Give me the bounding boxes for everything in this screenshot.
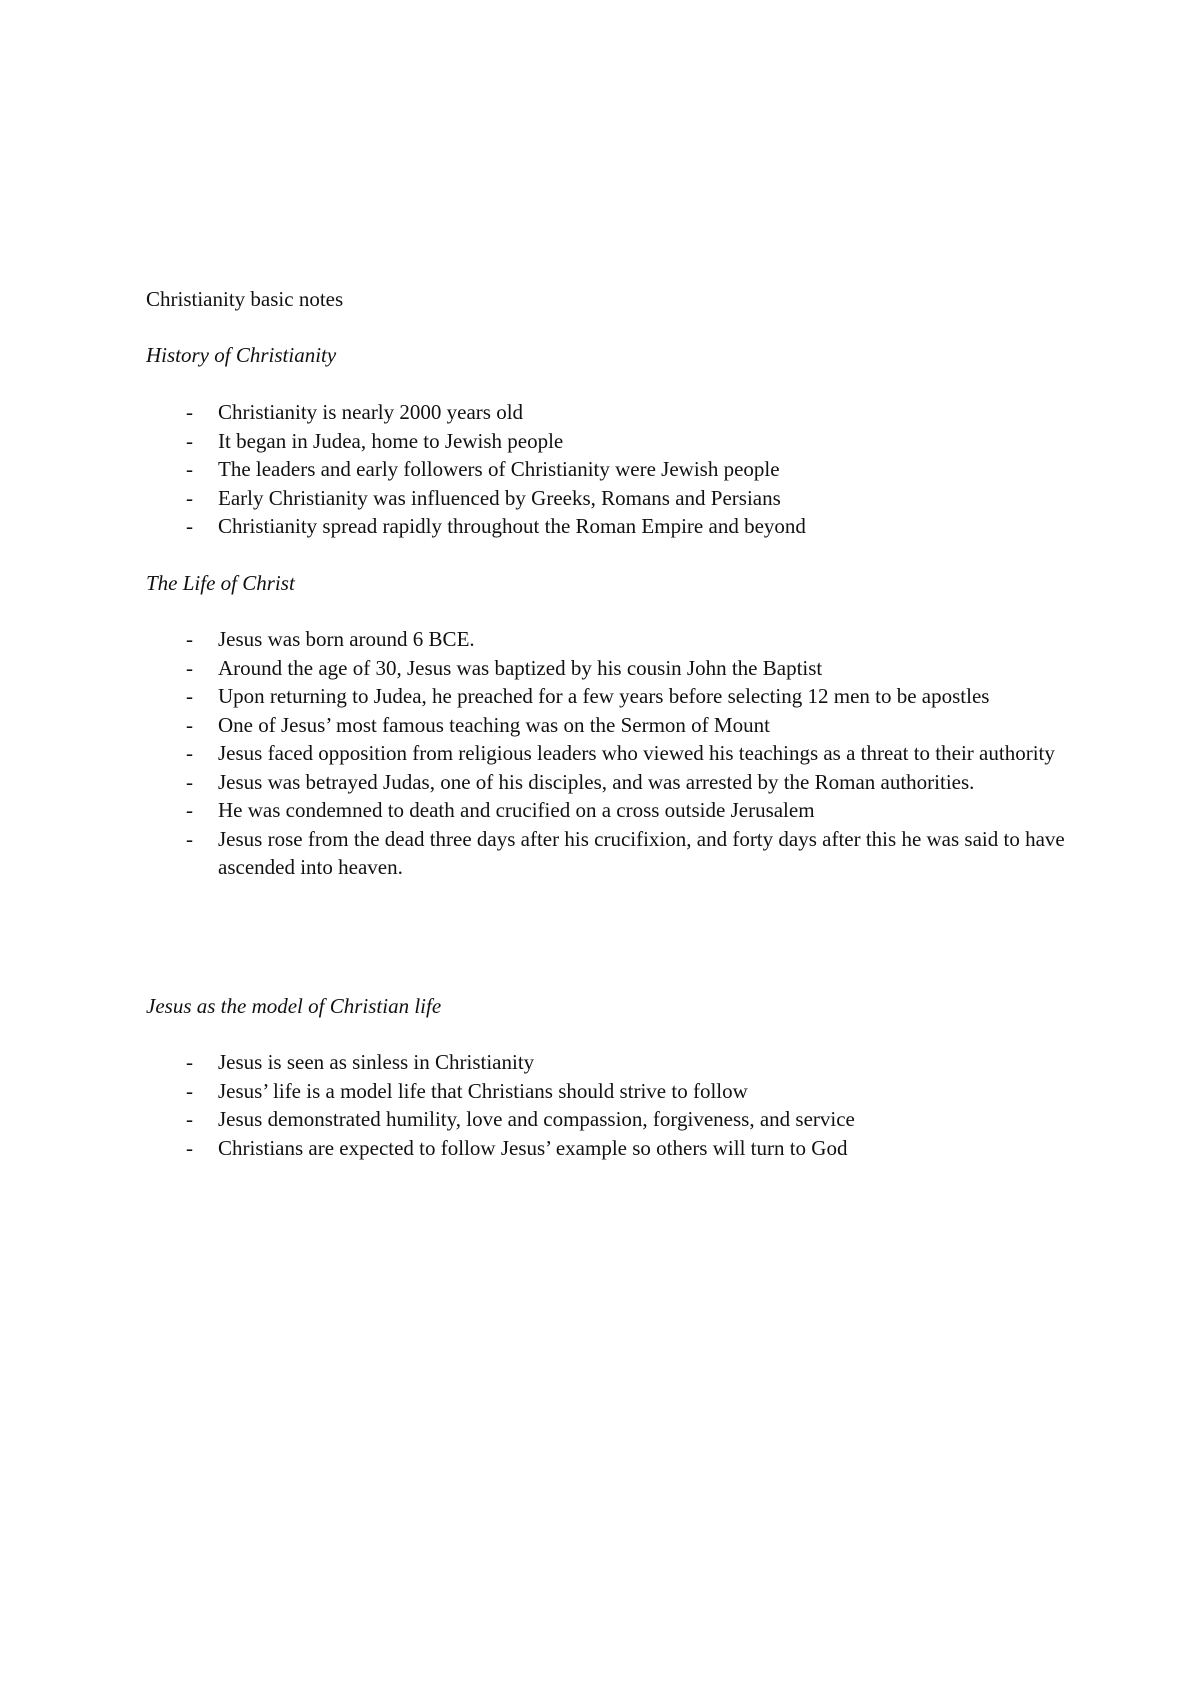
bullet-dash: - [186,769,193,794]
list-item-text: One of Jesus’ most famous teaching was on the Sermon of Mount [218,712,770,737]
list-item-text: Jesus was betrayed Judas, one of his disciples, and was arrested by the Roman authorities. [218,769,975,794]
list-item [146,1134,1066,1163]
list-item [146,739,1066,768]
list-item-text: Upon returning to Judea, he preached for a few years before selecting 12 men to be apostles [218,684,990,708]
bullet-dash: - [186,741,193,765]
bullet-dash: - [186,1135,193,1160]
bullet-dash: - [186,428,193,453]
list-item-text: Christianity is nearly 2000 years old [218,400,524,424]
list-item [146,711,1066,740]
list-item [146,1048,1066,1077]
section-heading-history: History of Christianity [146,343,337,367]
section-heading-life-of-christ: The Life of Christ [146,571,295,595]
list-item [146,1077,1066,1106]
bullet-dash: - [186,826,193,851]
list-item [146,625,1066,654]
list-item [146,825,1066,882]
bullet-dash: - [186,457,193,481]
list-item-text: Jesus was born around 6 BCE. [218,627,475,651]
section-heading-model-life: Jesus as the model of Christian life [146,994,442,1018]
bullet-dash: - [186,684,193,708]
list-item-text: It began in Judea, home to Jewish people [218,428,564,453]
bullet-dash: - [186,400,193,424]
life-of-christ-list [146,625,1066,882]
list-item [146,654,1066,683]
bullet-dash: - [186,1078,193,1103]
page-title: Christianity basic notes [146,287,344,311]
bullet-dash: - [186,655,193,680]
list-item-text: The leaders and early followers of Christianity were Jewish people [218,457,780,481]
list-item-text: Christianity spread rapidly throughout the Roman Empire and beyond [218,514,806,538]
list-item-text: He was condemned to death and crucified on a cross outside Jerusalem [218,798,815,822]
list-item-text: Jesus faced opposition from religious leaders who viewed his teachings as a threat to their authority [218,741,1055,765]
list-item [146,768,1066,797]
bullet-dash: - [186,485,193,510]
bullet-dash: - [186,712,193,737]
list-item-text: Early Christianity was influenced by Greeks, Romans and Persians [218,485,781,510]
list-item [146,455,1066,484]
bullet-dash: - [186,1050,193,1074]
model-life-list [146,1048,1066,1162]
list-item [146,398,1066,427]
bullet-dash: - [186,1107,193,1131]
list-item-text: Jesus demonstrated humility, love and compassion, forgiveness, and service [218,1107,855,1131]
list-item [146,1105,1066,1134]
list-item [146,512,1066,541]
list-item [146,484,1066,513]
list-item [146,427,1066,456]
list-item-text: Christians are expected to follow Jesus’ example so others will turn to God [218,1135,848,1160]
bullet-dash: - [186,514,193,538]
list-item [146,682,1066,711]
bullet-dash: - [186,798,193,822]
history-list [146,398,1066,541]
list-item-text: Around the age of 30, Jesus was baptized by his cousin John the Baptist [218,655,823,680]
bullet-dash: - [186,627,193,651]
list-item-text: Jesus’ life is a model life that Christians should strive to follow [218,1078,748,1103]
list-item [146,796,1066,825]
list-item-text: Jesus is seen as sinless in Christianity [218,1050,535,1074]
list-item-text: Jesus rose from the dead three days after his crucifixion, and forty days after this he was said to have ascended into heaven. [218,826,1065,879]
